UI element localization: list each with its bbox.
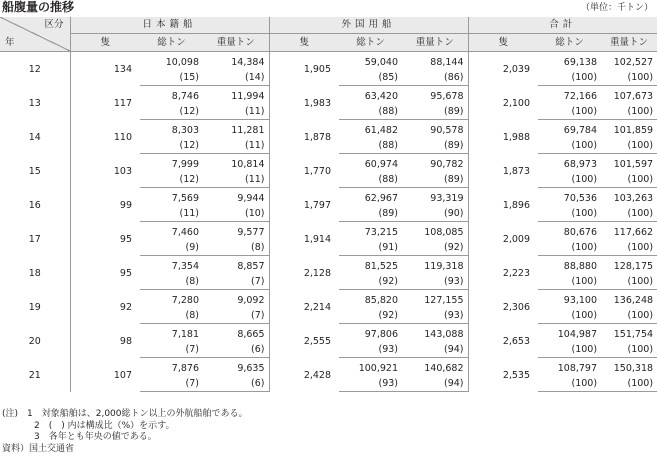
fr-dwt: 119,318 <box>402 256 468 275</box>
jp-dwt-share: (11) <box>203 104 269 120</box>
col-header-dwt: 重量トン <box>601 34 657 52</box>
tot-dwt-share: (100) <box>601 172 657 188</box>
col-header-dwt: 重量トン <box>402 34 468 52</box>
jp-gt: 7,181 <box>171 328 199 340</box>
tot-gt: 70,536 <box>563 192 598 204</box>
fr-gt-share: (93) <box>339 376 402 392</box>
tot-dwt: 101,859 <box>613 124 654 136</box>
table-row <box>0 324 657 343</box>
fr-gt-share: (88) <box>339 172 402 188</box>
jp-dwt-share: (10) <box>203 206 269 222</box>
jp-dwt: 8,665 <box>203 324 269 343</box>
col-header-ships: 隻 <box>468 34 538 52</box>
fr-dwt: 90,578 <box>402 120 468 139</box>
tot-gt-share: (100) <box>538 376 601 392</box>
year-cell: 20 <box>0 324 70 358</box>
jp-ships: 110 <box>113 132 132 143</box>
tot-gt: 88,880 <box>563 260 598 272</box>
tot-dwt-share: (100) <box>601 342 657 358</box>
table-row <box>0 358 657 377</box>
table-row <box>0 188 657 207</box>
jp-gt: 7,569 <box>171 192 199 204</box>
note-3: 3 各年とも年央の値である。 <box>34 432 157 442</box>
jp-gt-share: (15) <box>140 70 203 86</box>
tot-dwt-share: (100) <box>601 104 657 120</box>
footnotes <box>2 409 248 455</box>
jp-ships: 95 <box>119 268 132 279</box>
jp-gt: 7,999 <box>171 158 199 170</box>
fr-dwt: 140,682 <box>402 358 468 377</box>
tot-gt: 69,784 <box>563 124 598 136</box>
tot-dwt: 103,263 <box>613 192 654 204</box>
fr-dwt: 95,678 <box>402 86 468 105</box>
jp-dwt-share: (6) <box>203 342 269 358</box>
jp-gt-share: (11) <box>140 206 203 222</box>
fr-ships: 1,905 <box>303 64 332 76</box>
tot-gt-share: (100) <box>538 70 601 86</box>
year-cell: 21 <box>0 358 70 392</box>
tot-dwt-share: (100) <box>601 376 657 392</box>
fr-gt-share: (88) <box>339 104 402 120</box>
fr-gt-share: (92) <box>339 274 402 290</box>
fr-dwt-share: (89) <box>402 104 468 120</box>
fr-dwt: 108,085 <box>402 222 468 241</box>
jp-ships: 95 <box>119 234 132 245</box>
jp-gt-share: (9) <box>140 240 203 256</box>
jp-gt-share: (7) <box>140 342 203 358</box>
tot-ships: 1,873 <box>502 166 531 177</box>
group-header-foreign: 外国用船 <box>269 17 468 34</box>
table-row <box>0 256 657 275</box>
fr-gt: 62,967 <box>364 192 399 204</box>
fr-dwt-share: (89) <box>402 172 468 188</box>
fr-gt: 63,420 <box>364 90 399 102</box>
fr-gt-share: (93) <box>339 342 402 358</box>
header-corner <box>0 17 70 52</box>
tot-ships: 2,009 <box>502 234 531 245</box>
jp-dwt-share: (7) <box>203 308 269 324</box>
tot-dwt: 128,175 <box>613 260 654 272</box>
year-cell: 15 <box>0 154 70 188</box>
fr-dwt-share: (92) <box>402 240 468 256</box>
tot-ships: 2,306 <box>502 302 531 313</box>
fr-dwt-share: (89) <box>402 138 468 154</box>
jp-dwt-share: (6) <box>203 376 269 392</box>
tot-ships: 2,100 <box>502 98 531 109</box>
tot-dwt: 150,318 <box>613 362 654 374</box>
jp-dwt-share: (8) <box>203 240 269 256</box>
year-cell: 17 <box>0 222 70 256</box>
fr-gt: 85,820 <box>364 294 399 306</box>
page-title: 船腹量の推移 <box>2 0 75 14</box>
jp-ships: 92 <box>119 302 132 313</box>
tot-dwt-share: (100) <box>601 308 657 324</box>
tot-gt: 104,987 <box>557 328 598 340</box>
jp-ships: 103 <box>113 166 132 177</box>
tot-dwt: 102,527 <box>613 56 654 68</box>
jp-dwt: 11,281 <box>203 120 269 139</box>
col-header-ships: 隻 <box>269 34 339 52</box>
jp-dwt: 11,994 <box>203 86 269 105</box>
tot-gt-share: (100) <box>538 240 601 256</box>
fr-dwt: 90,782 <box>402 154 468 173</box>
tot-dwt: 117,662 <box>613 226 654 238</box>
jp-gt: 7,460 <box>171 226 199 238</box>
fr-gt-share: (88) <box>339 138 402 154</box>
tot-gt-share: (100) <box>538 308 601 324</box>
tot-dwt: 107,673 <box>613 90 654 102</box>
jp-ships: 117 <box>113 98 132 109</box>
fr-gt: 59,040 <box>364 56 399 68</box>
year-label: 年 <box>5 37 19 48</box>
fr-dwt-share: (94) <box>402 342 468 358</box>
jp-dwt: 9,092 <box>203 290 269 309</box>
fr-ships: 2,555 <box>303 336 332 347</box>
jp-gt: 8,303 <box>171 124 199 136</box>
jp-gt-share: (12) <box>140 104 203 120</box>
tot-gt: 93,100 <box>563 294 598 306</box>
table-row <box>0 154 657 173</box>
fr-dwt-share: (86) <box>402 70 468 86</box>
tot-gt-share: (100) <box>538 104 601 120</box>
tot-gt-share: (100) <box>538 172 601 188</box>
fr-gt: 97,806 <box>364 328 399 340</box>
jp-dwt: 14,384 <box>203 52 269 71</box>
fr-gt: 100,921 <box>358 362 399 374</box>
col-header-gt: 総トン <box>140 34 203 52</box>
fr-gt-share: (92) <box>339 308 402 324</box>
table-row <box>0 120 657 139</box>
fr-gt-share: (89) <box>339 206 402 222</box>
fr-gt-share: (91) <box>339 240 402 256</box>
jp-gt: 7,876 <box>171 362 199 374</box>
fr-dwt: 127,155 <box>402 290 468 309</box>
fr-dwt: 93,319 <box>402 188 468 207</box>
tot-dwt-share: (100) <box>601 274 657 290</box>
fr-dwt: 143,088 <box>402 324 468 343</box>
tot-gt-share: (100) <box>538 138 601 154</box>
col-header-dwt: 重量トン <box>203 34 269 52</box>
jp-ships: 99 <box>119 200 132 211</box>
fr-dwt: 88,144 <box>402 52 468 71</box>
year-cell: 12 <box>0 52 70 86</box>
fr-ships: 1,770 <box>303 166 332 177</box>
tot-gt-share: (100) <box>538 342 601 358</box>
year-cell: 13 <box>0 86 70 120</box>
table-row <box>0 222 657 241</box>
group-header-japan: 日本籍船 <box>70 17 269 34</box>
tot-gt: 72,166 <box>563 90 598 102</box>
jp-dwt-share: (14) <box>203 70 269 86</box>
fr-dwt-share: (94) <box>402 376 468 392</box>
jp-gt: 7,280 <box>171 294 199 306</box>
tot-ships: 2,039 <box>502 64 531 76</box>
tot-dwt: 151,754 <box>613 328 654 340</box>
tot-ships: 2,535 <box>502 370 531 381</box>
table-row <box>0 52 657 71</box>
fr-dwt-share: (93) <box>402 274 468 290</box>
jp-gt-share: (12) <box>140 172 203 188</box>
tot-ships: 2,653 <box>502 336 531 347</box>
tot-ships: 1,988 <box>502 132 531 143</box>
jp-ships: 134 <box>113 64 132 76</box>
tot-dwt: 101,597 <box>613 158 654 170</box>
table-row <box>0 290 657 309</box>
fr-ships: 2,428 <box>303 370 332 381</box>
fleet-table <box>0 17 657 392</box>
col-header-ships: 隻 <box>70 34 140 52</box>
fr-ships: 2,128 <box>303 268 332 279</box>
tot-dwt-share: (100) <box>601 240 657 256</box>
jp-dwt: 10,814 <box>203 154 269 173</box>
jp-gt-share: (7) <box>140 376 203 392</box>
col-header-gt: 総トン <box>339 34 402 52</box>
fr-ships: 2,214 <box>303 302 332 313</box>
fr-gt: 81,525 <box>364 260 399 272</box>
tot-gt: 80,676 <box>563 226 598 238</box>
jp-gt-share: (8) <box>140 308 203 324</box>
year-cell: 16 <box>0 188 70 222</box>
tot-dwt-share: (100) <box>601 138 657 154</box>
fr-gt: 73,215 <box>364 226 399 238</box>
tot-gt-share: (100) <box>538 274 601 290</box>
jp-dwt: 9,577 <box>203 222 269 241</box>
fr-ships: 1,914 <box>303 234 332 245</box>
fr-ships: 1,983 <box>303 98 332 109</box>
fr-gt: 60,974 <box>364 158 399 170</box>
jp-gt-share: (8) <box>140 274 203 290</box>
year-cell: 18 <box>0 256 70 290</box>
unit-label: （単位：千トン） <box>580 3 653 13</box>
tot-gt-share: (100) <box>538 206 601 222</box>
jp-ships: 98 <box>119 336 132 347</box>
jp-gt: 10,098 <box>165 56 199 68</box>
year-cell: 14 <box>0 120 70 154</box>
tot-gt: 108,797 <box>557 362 598 374</box>
group-header-total: 合計 <box>468 17 657 34</box>
source-note: 資料）国土交通省 <box>2 443 75 454</box>
jp-dwt: 8,857 <box>203 256 269 275</box>
col-header-gt: 総トン <box>538 34 601 52</box>
tot-dwt-share: (100) <box>601 70 657 86</box>
tot-ships: 1,896 <box>502 200 531 211</box>
jp-dwt: 9,635 <box>203 358 269 377</box>
tot-gt: 68,973 <box>563 158 598 170</box>
table-row <box>0 86 657 105</box>
tot-ships: 2,223 <box>502 268 531 279</box>
tot-dwt: 136,248 <box>613 294 654 306</box>
note-2: 2 ( ) 内は構成比（%）を示す。 <box>34 420 175 431</box>
fr-gt-share: (85) <box>339 70 402 86</box>
fr-dwt-share: (90) <box>402 206 468 222</box>
jp-dwt-share: (7) <box>203 274 269 290</box>
jp-dwt-share: (11) <box>203 172 269 188</box>
fr-ships: 1,797 <box>303 200 332 211</box>
jp-gt: 8,746 <box>171 90 199 102</box>
fr-ships: 1,878 <box>303 132 332 143</box>
year-cell: 19 <box>0 290 70 324</box>
note-1: (注) 1 対象船舶は、2,000総トン以上の外航船舶である。 <box>2 409 248 419</box>
fr-gt: 61,482 <box>364 124 399 136</box>
jp-dwt: 9,944 <box>203 188 269 207</box>
tot-dwt-share: (100) <box>601 206 657 222</box>
category-label: 区分 <box>44 19 64 30</box>
jp-gt-share: (12) <box>140 138 203 154</box>
tot-gt: 69,138 <box>563 56 598 68</box>
jp-dwt-share: (11) <box>203 138 269 154</box>
jp-gt: 7,354 <box>171 260 199 272</box>
jp-ships: 107 <box>113 370 132 381</box>
fr-dwt-share: (93) <box>402 308 468 324</box>
